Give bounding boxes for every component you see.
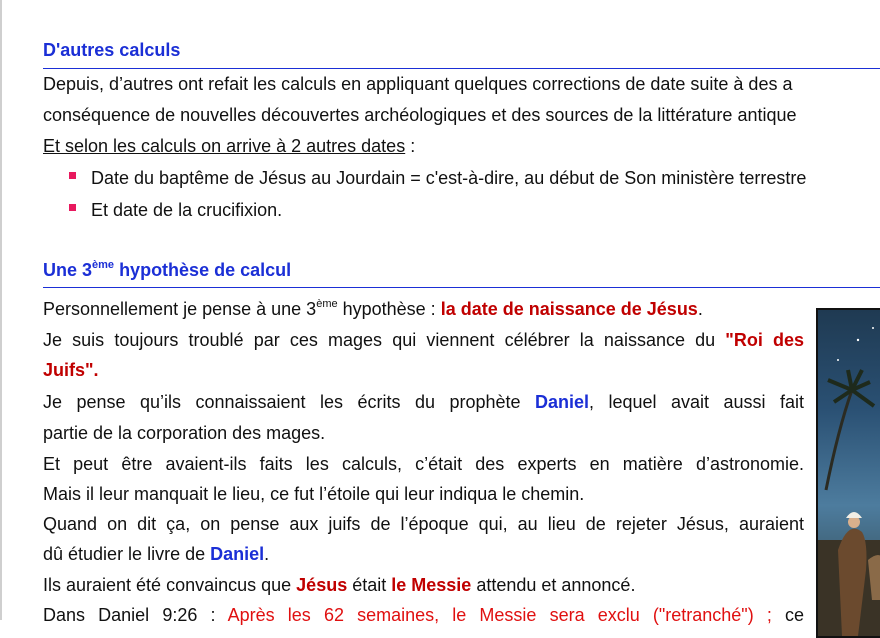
emphasis-red: Juifs". — [43, 360, 99, 380]
paragraph-line — [43, 603, 804, 627]
paragraph-line — [43, 328, 804, 352]
paragraph-line: conséquence de nouvelles découvertes archéologiques et des sources de la littérature antique — [43, 105, 797, 125]
paragraph-line — [43, 297, 703, 321]
text-span: attendu et annoncé. — [471, 575, 636, 595]
emphasis-red: le Messie — [391, 575, 472, 595]
section-heading-hypothese — [43, 260, 291, 281]
text-span: . — [264, 544, 270, 564]
paragraph-line: Quand on dit ça, on pense aux juifs de l’époque qui, au lieu de rejeter Jésus, auraient — [43, 514, 804, 534]
text-span: : — [405, 136, 416, 156]
text-span: ce — [771, 605, 804, 625]
emphasis-blue: Daniel — [535, 392, 590, 412]
paragraph-line — [43, 573, 635, 597]
underlined-text: Et selon les calculs on arrive à 2 autres dates — [43, 136, 406, 156]
heading-underline-rule — [43, 287, 880, 288]
paragraph-line — [43, 542, 269, 566]
text-span: Je suis toujours troublé par ces mages qui viennent célébrer la naissance du — [43, 330, 726, 350]
text-span: Dans Daniel 9:26 : — [43, 605, 228, 625]
emphasis-red: Jésus — [296, 575, 348, 595]
list-item: Date du baptême de Jésus au Jourdain = c'est-à-dire, au début de Son ministère terrestre — [91, 168, 807, 188]
text-span: hypothèse : — [337, 299, 441, 319]
emphasis-red: "Roi des — [725, 330, 804, 350]
text-span: dû étudier le livre de — [43, 544, 211, 564]
list-item: Et date de la crucifixion. — [91, 200, 283, 220]
heading-superscript: ème — [92, 259, 115, 271]
paragraph-line — [43, 358, 99, 382]
paragraph-line: Mais il leur manquait le lieu, ce fut l’étoile qui leur indiqua le chemin. — [43, 484, 585, 504]
text-span: était — [347, 575, 392, 595]
bullet-marker — [69, 204, 76, 211]
paragraph-line — [43, 134, 415, 158]
paragraph-line: partie de la corporation des mages. — [43, 423, 326, 443]
paragraph-line — [43, 390, 804, 414]
heading-underline-rule — [43, 68, 880, 69]
paragraph-line: Depuis, d’autres ont refait les calculs en appliquant quelques corrections de date suite à des a — [43, 74, 793, 94]
superscript: ème — [316, 298, 338, 310]
text-span: , lequel avait aussi fait — [589, 392, 805, 412]
paragraph-line: Et peut être avaient-ils faits les calculs, c’était des experts en matière d’astronomie. — [43, 454, 804, 474]
section-heading-autres-calculs: D'autres calculs — [43, 40, 181, 60]
heading-text: Une 3 — [43, 260, 93, 280]
magi-camel-illustration — [816, 308, 880, 638]
bullet-marker — [69, 172, 76, 179]
quote-red: Après les 62 semaines, le Messie sera exclu ("retranché") ; — [227, 605, 772, 625]
page-left-border — [0, 0, 2, 620]
heading-text: hypothèse de calcul — [114, 260, 292, 280]
illustration-drawing — [818, 310, 880, 636]
text-span: Ils auraient été convaincus que — [43, 575, 297, 595]
text-span: . — [697, 299, 703, 319]
emphasis-red: la date de naissance de Jésus — [440, 299, 698, 319]
emphasis-blue: Daniel — [210, 544, 265, 564]
text-span: Je pense qu’ils connaissaient les écrits du prophète — [43, 392, 535, 412]
text-span: Personnellement je pense à une 3 — [43, 299, 317, 319]
